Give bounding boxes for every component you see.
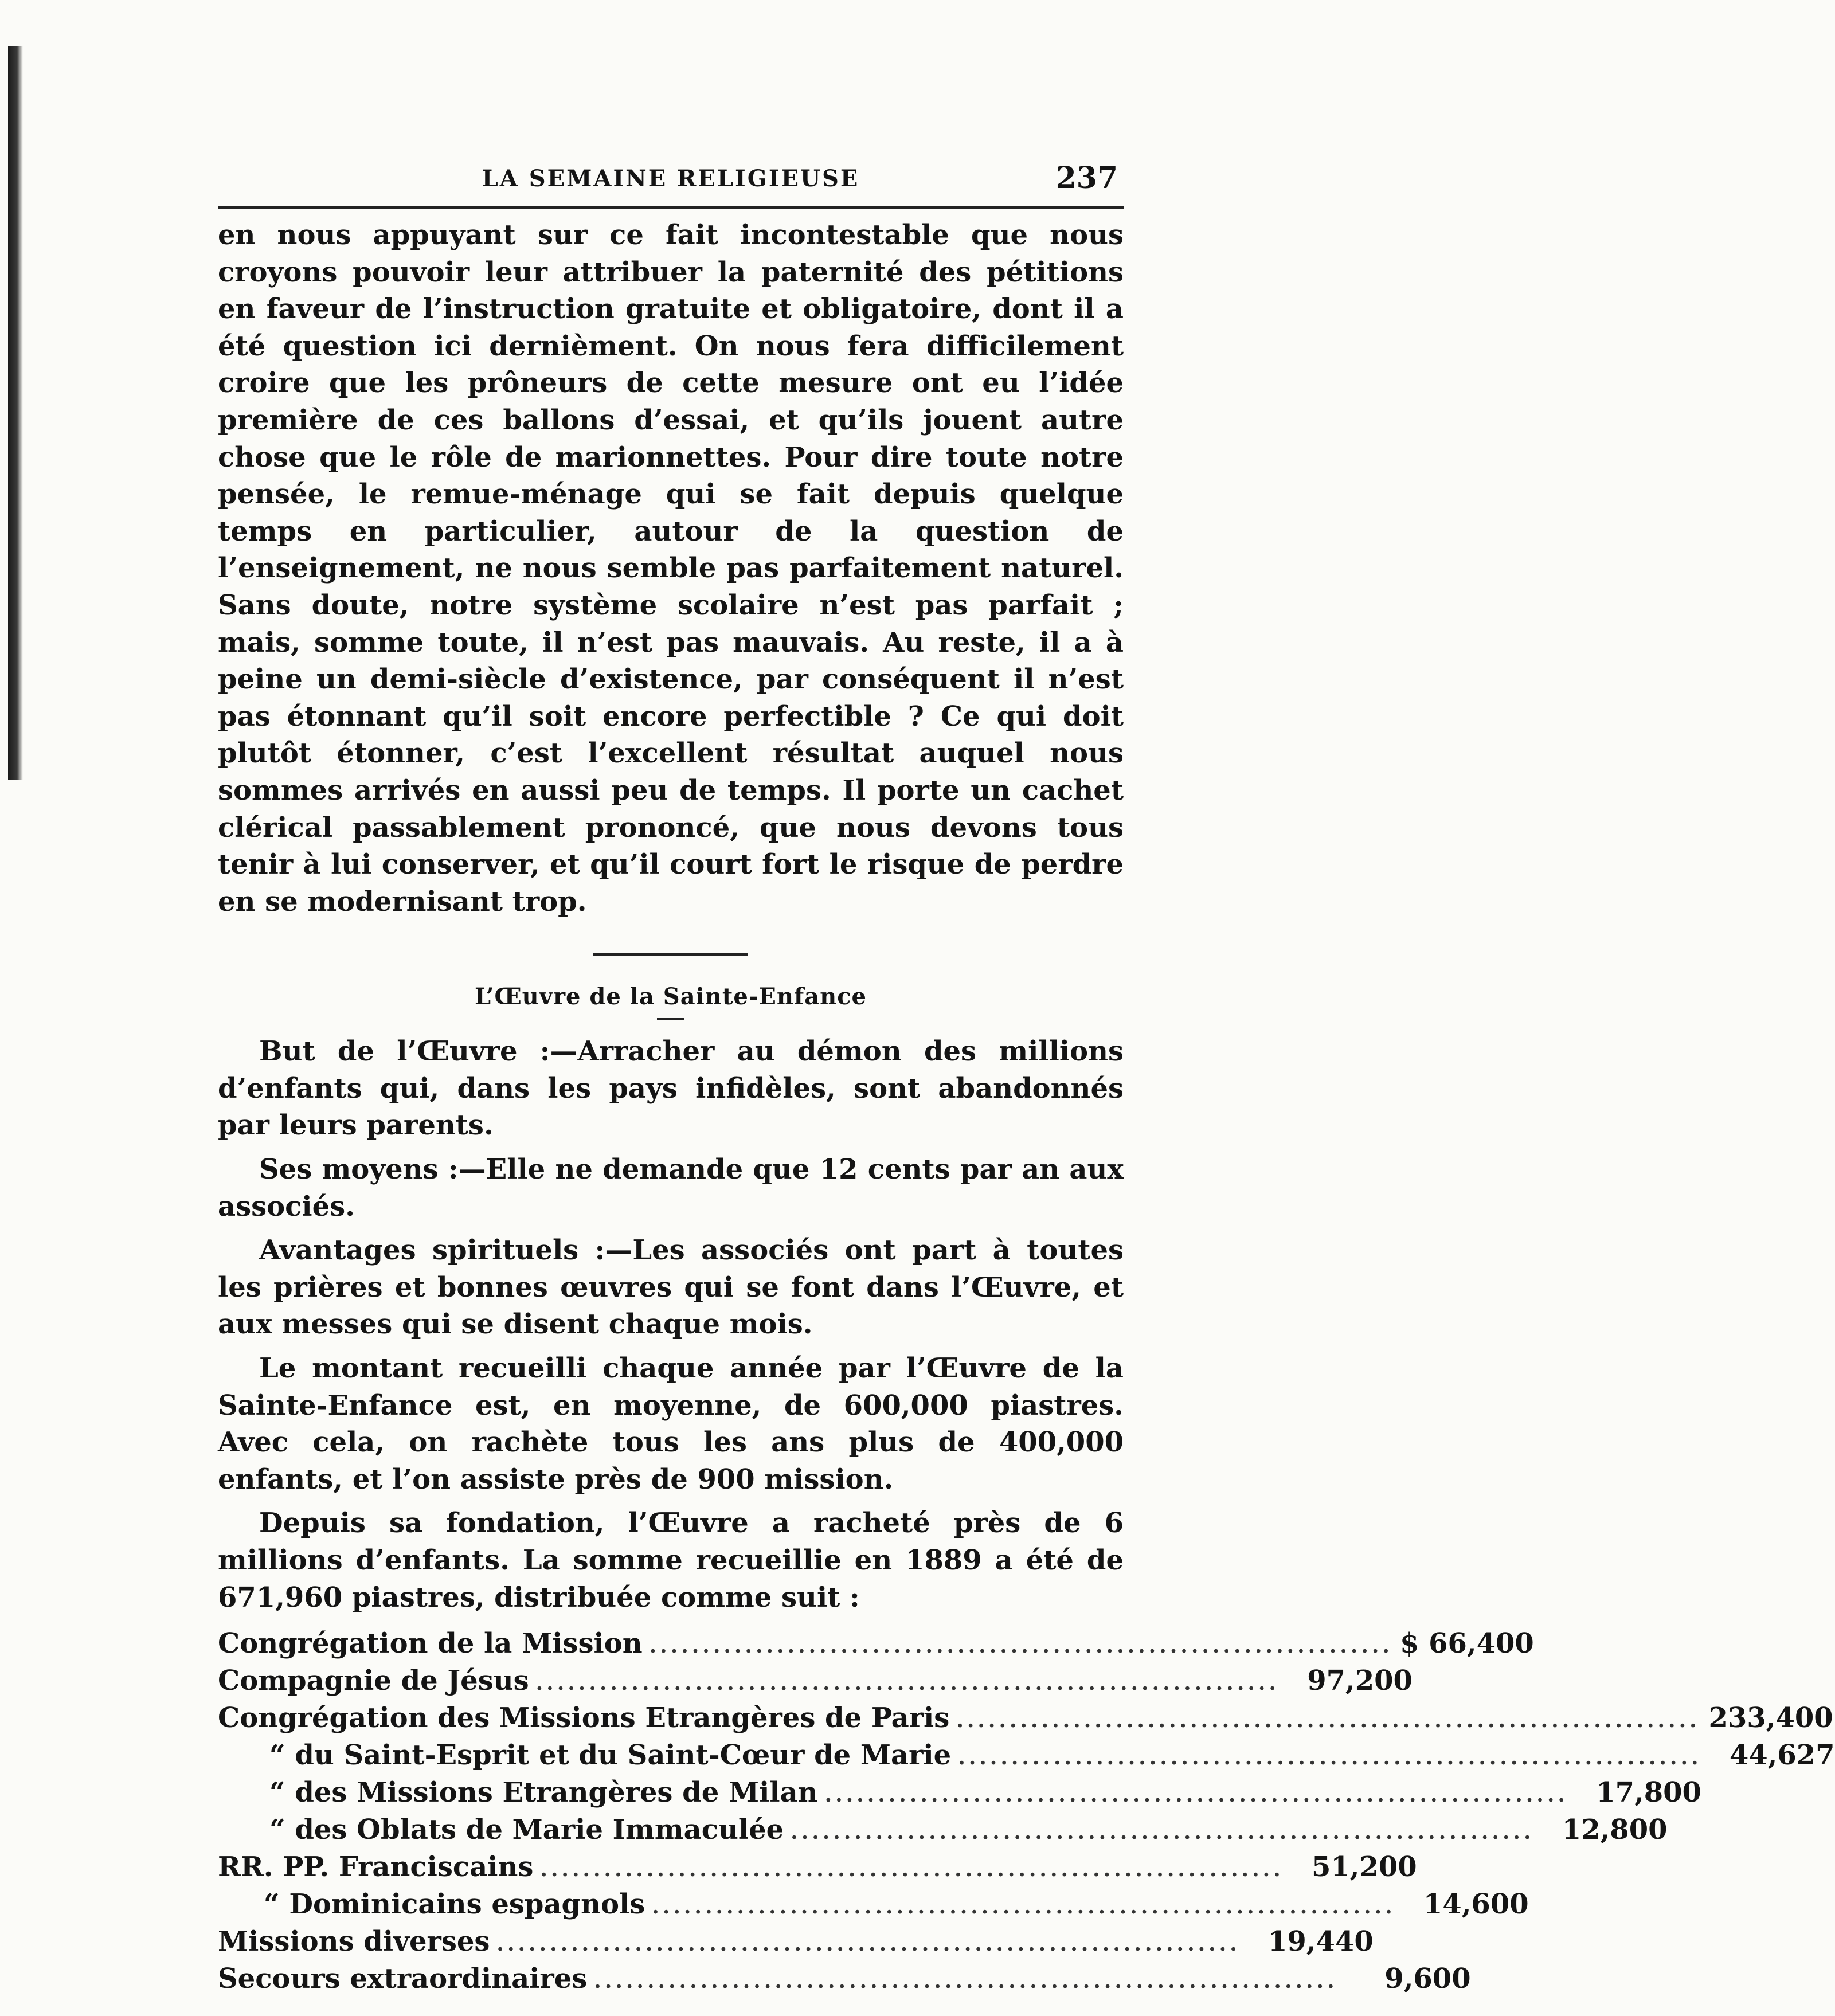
row-amount: 44,627 bbox=[1729, 1739, 1835, 1772]
table-row bbox=[218, 1738, 1835, 1775]
row-label: “ des Oblats de Marie Immaculée bbox=[269, 1814, 784, 1846]
dot-leader: ...................................................................... bbox=[652, 1894, 1396, 1919]
table-row bbox=[218, 1663, 1413, 1701]
paragraph-avantages: Avantages spirituels :—Les associés ont part à toutes les prières et bonnes œuvres qui se font dans l’Œuvre, et aux messes qui se disent chaque mois. bbox=[218, 1234, 1124, 1341]
row-label: Missions diverses bbox=[218, 1925, 490, 1958]
dot-leader: ...................................................................... bbox=[496, 1932, 1241, 1956]
header-rule bbox=[218, 206, 1124, 209]
page bbox=[218, 155, 1835, 1999]
row-label: Compagnie de Jésus bbox=[218, 1665, 529, 1697]
row-label: “ des Missions Etrangères de Milan bbox=[269, 1776, 818, 1809]
dot-leader: ...................................................................... bbox=[958, 1745, 1702, 1770]
running-title: LA SEMAINE RELIGIEUSE bbox=[482, 165, 860, 192]
row-amount: 14,600 bbox=[1423, 1888, 1529, 1921]
continuation-paragraph: en nous appuyant sur ce fait incontestable que nous croyons pouvoir leur attribuer la paternité des pétitions en faveur de l’instruction gratuite et obligatoire, dont il a été question ici dernièment. On nous fera difficilement croire que les prôneurs de cette mesure ont eu l’idée première de ces ballons d’essai, et qu’ils jouent autre chose que le rôle de marionnettes. Pour dire toute notre pensée, le remue-ménage qui se fait depuis quelque temps en particulier, autour de la question de l’enseignement, ne nous semble pas parfaitement naturel. Sans doute, notre système scolaire n’est pas parfait ; mais, somme toute, il n’est pas mauvais. Au reste, il a à peine un demi-siècle d’existence, par conséquent il n’est pas étonnant qu’il soit encore perfectible ? Ce qui doit plutôt étonner, c’est l’excellent résultat auquel nous sommes arrivés en aussi peu de temps. Il porte un cachet clérical passablement prononcé, que nous devons tous tenir à lui conserver, et qu’il court fort le risque de perdre en se modernisant trop. bbox=[218, 219, 1124, 918]
dot-leader: ...................................................................... bbox=[791, 1820, 1535, 1845]
table-row bbox=[218, 1962, 1471, 1999]
row-label: “ du Saint-Esprit et du Saint-Cœur de Marie bbox=[269, 1739, 952, 1772]
dot-leader: ...................................................................... bbox=[540, 1857, 1284, 1882]
row-amount: 17,800 bbox=[1596, 1776, 1701, 1809]
dot-leader: ...................................................................... bbox=[649, 1634, 1393, 1658]
paragraph-fondation: Depuis sa fondation, l’Œuvre a racheté près de 6 millions d’enfants. La somme recueillie en 1889 a été de 671,960 piastres, distribuée comme suit : bbox=[218, 1507, 1124, 1614]
row-label: Congrégation des Missions Etrangères de Paris bbox=[218, 1702, 950, 1735]
paragraph-montant: Le montant recueilli chaque année par l’Œuvre de la Sainte-Enfance est, en moyenne, de 600,000 piastres. Avec cela, on rachète tous les ans plus de 400,000 enfants, et l’on assiste près de 900 mission. bbox=[218, 1352, 1124, 1496]
paragraph-moyens: Ses moyens :—Elle ne demande que 12 cents par an aux associés. bbox=[218, 1153, 1124, 1223]
row-amount: 233,400 bbox=[1708, 1702, 1833, 1735]
running-head bbox=[218, 155, 1124, 206]
page-edge-shadow bbox=[8, 46, 23, 780]
row-amount: 19,440 bbox=[1268, 1925, 1374, 1958]
dot-leader: ...................................................................... bbox=[956, 1708, 1700, 1733]
distribution-table bbox=[218, 1626, 1835, 1999]
section-title: L’Œuvre de la Sainte-Enfance bbox=[474, 983, 867, 1011]
table-row bbox=[218, 1887, 1529, 1924]
table-row bbox=[218, 1775, 1701, 1813]
table-row bbox=[218, 1813, 1668, 1850]
row-label: RR. PP. Franciscains bbox=[218, 1851, 534, 1884]
table-row bbox=[218, 1701, 1833, 1738]
row-label: Congrégation de la Mission bbox=[218, 1627, 643, 1660]
row-amount: 97,200 bbox=[1307, 1665, 1413, 1697]
row-label: Secours extraordinaires bbox=[218, 1963, 588, 1995]
title-dash bbox=[657, 1018, 684, 1020]
section-separator bbox=[593, 953, 748, 956]
row-amount: $ 66,400 bbox=[1399, 1627, 1534, 1660]
page-number: 237 bbox=[1055, 161, 1118, 195]
dot-leader: ...................................................................... bbox=[594, 1969, 1338, 1994]
table-row bbox=[218, 1924, 1374, 1962]
row-amount: 12,800 bbox=[1562, 1814, 1668, 1846]
row-label: “ Dominicains espagnols bbox=[264, 1888, 645, 1921]
dot-leader: ...................................................................... bbox=[535, 1671, 1280, 1696]
dot-leader: ...................................................................... bbox=[824, 1783, 1568, 1807]
row-amount: 51,200 bbox=[1311, 1851, 1417, 1884]
row-amount: 9,600 bbox=[1384, 1963, 1471, 1995]
table-row bbox=[218, 1626, 1534, 1663]
paragraph-but: But de l’Œuvre :—Arracher au démon des millions d’enfants qui, dans les pays infidèles, sont abandonnés par leurs parents. bbox=[218, 1035, 1124, 1142]
table-row bbox=[218, 1850, 1417, 1887]
